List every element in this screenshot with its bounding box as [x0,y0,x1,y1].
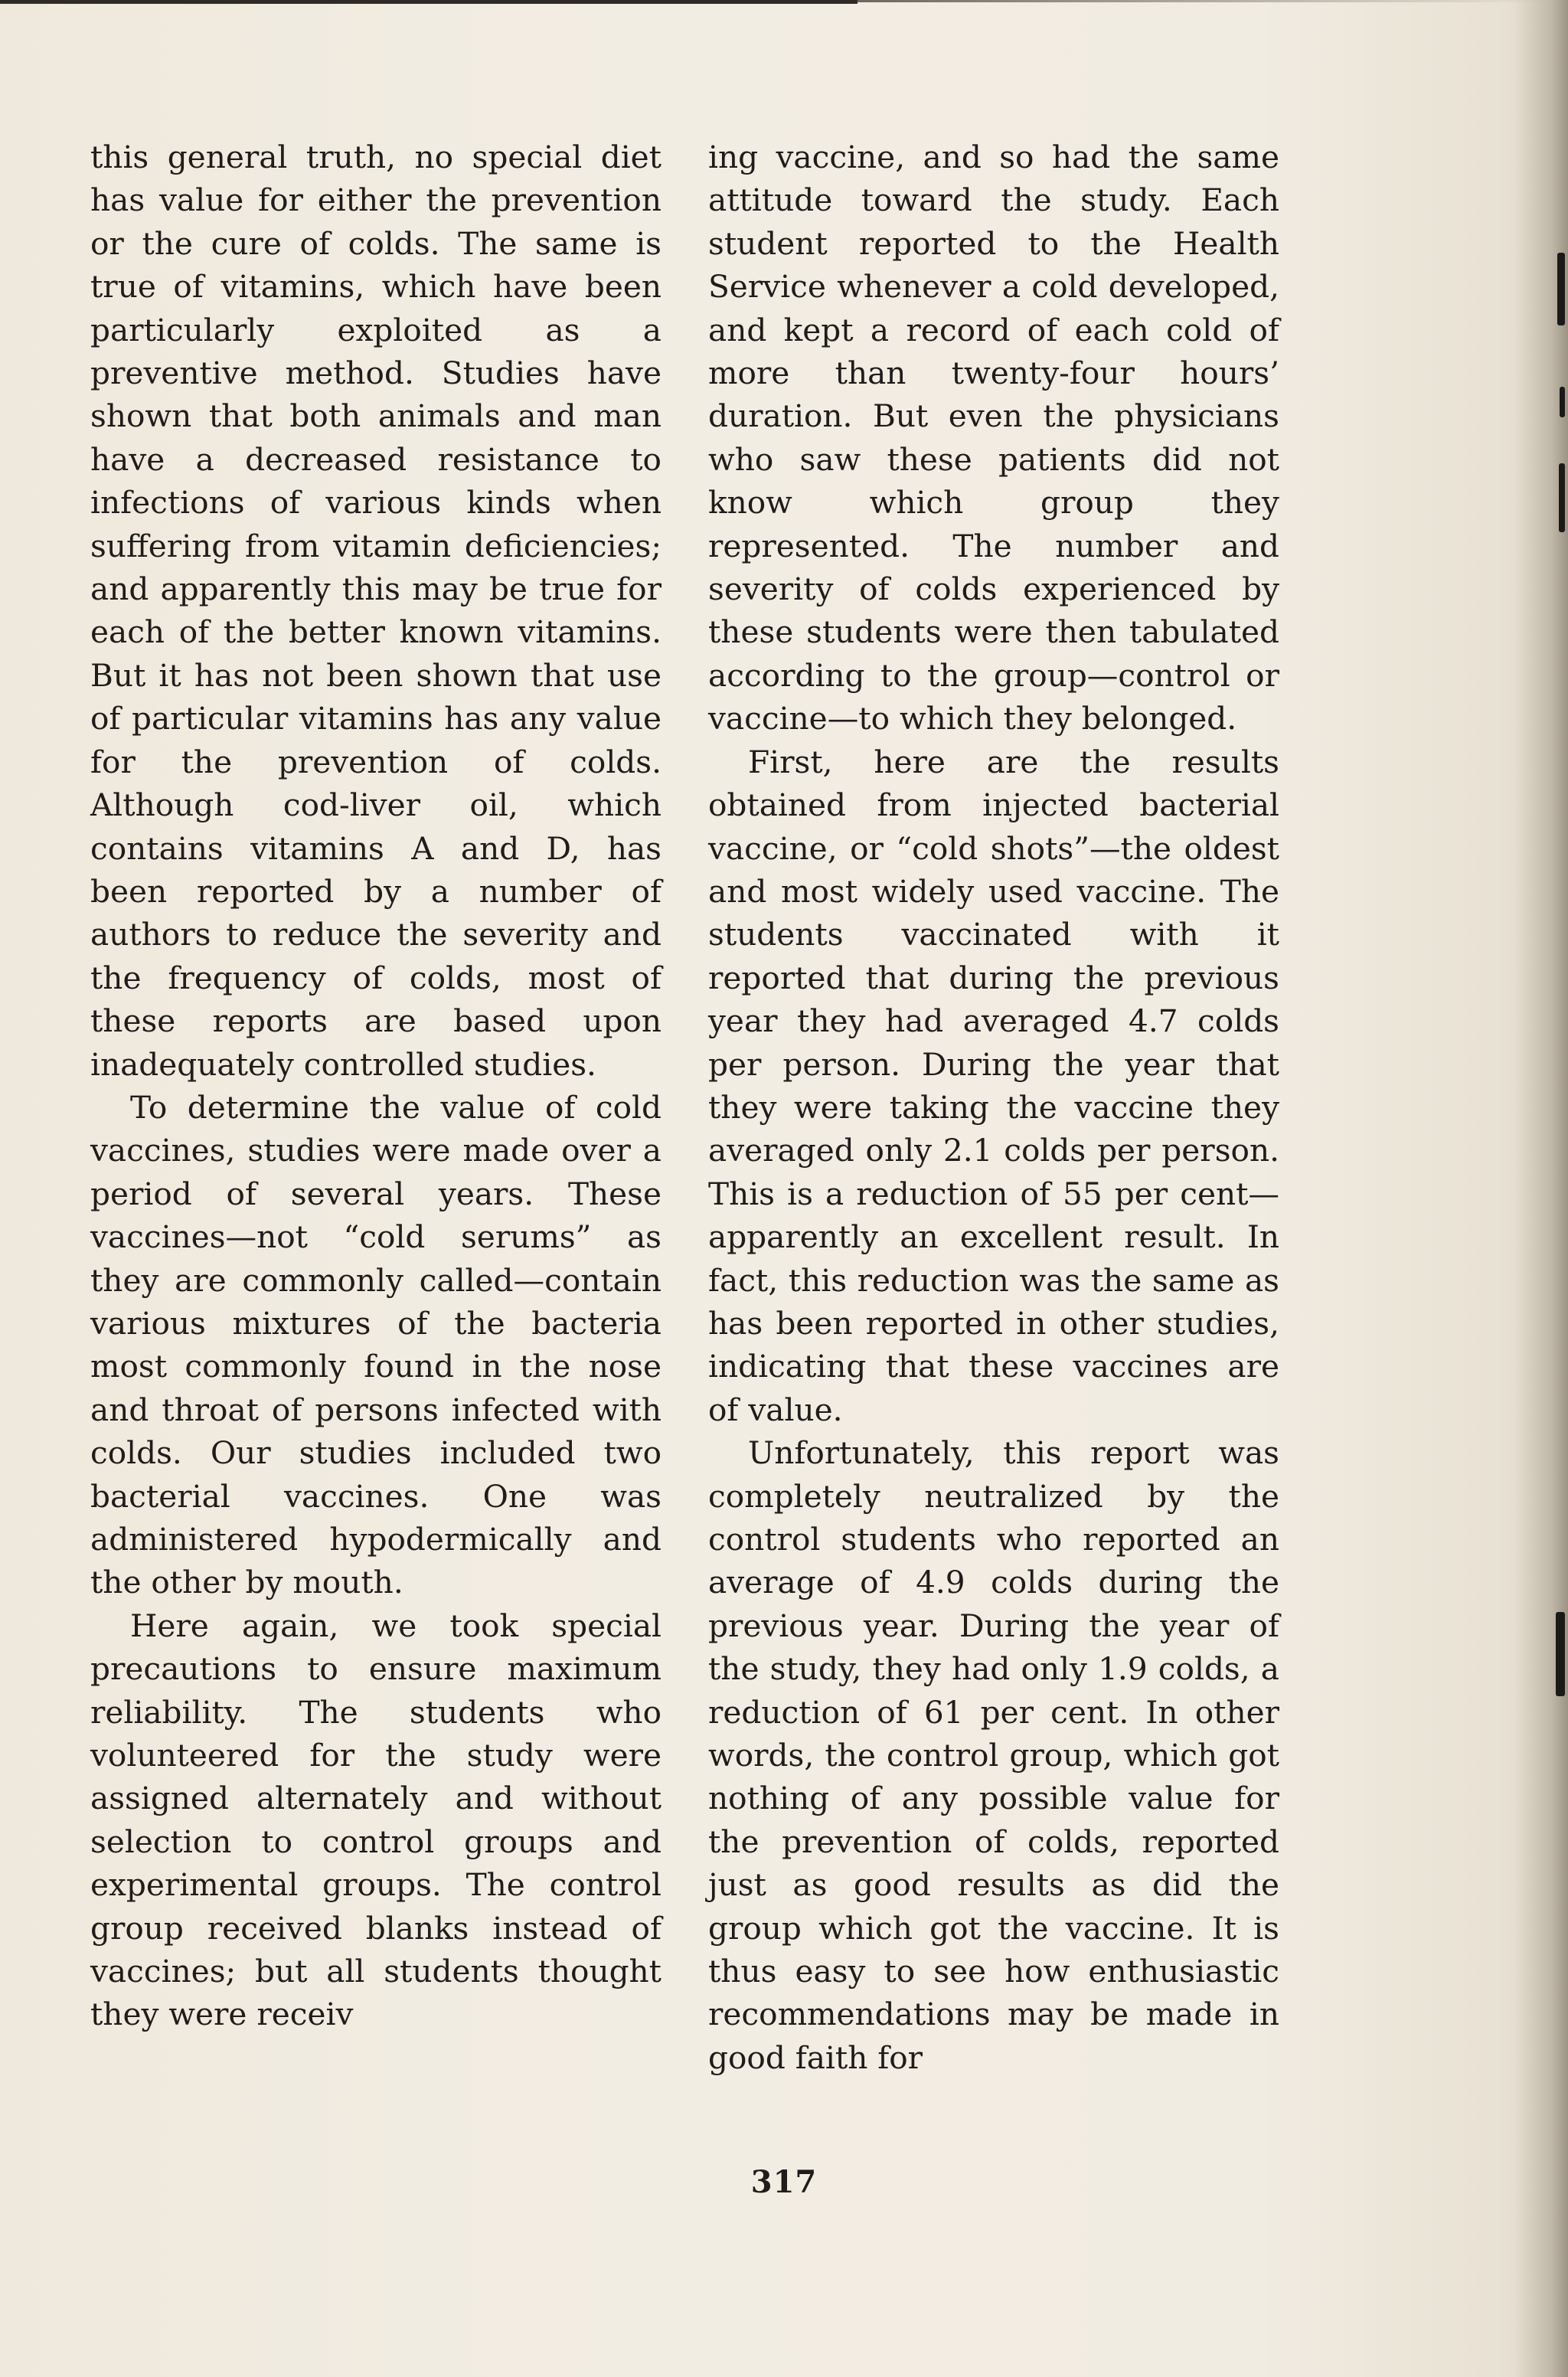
paragraph: Here again, we took special precautions to ensure maximum reliability. The students who volunteered for the study were assigned alternately and without selection to control groups and experimental groups. The control group received blanks instead of vaccines; but all students thought they were receiv [90,1607,662,2033]
text-column-left [90,136,662,2036]
paragraph: this general truth, no special diet has value for either the prevention or the cure of colds. The same is true of vitamins, which have been particularly exploited as a preventive method. Studies have shown that both animals and man have a decreased resistance to infections of various kinds when suffering from vitamin deficiencies; and apparently this may be true for each of the better known vitamins. But it has not been shown that use of particular vitamins has any value for the prevention of colds. Although cod-liver oil, which contains vitamins A and D, has been reported by a number of authors to reduce the severity and the frequency of colds, most of these reports are based upon inadequately controlled studies. [90,139,662,1083]
page-edge-shadow [1514,0,1568,2377]
paragraph: To determine the value of cold vaccines, studies were made over a period of several years. These vaccines—not “cold serums” as they are commonly called—contain various mixtures of the bacteria most commonly found in the nose and throat of persons infected with colds. Our studies included two bacterial vaccines. One was administered hypodermically and the other by mouth. [90,1088,662,1601]
paragraph: ing vaccine, and so had the same attitude toward the study. Each student reported to the Health Service whenever a cold developed, and kept a record of each cold of more than twenty-four hours’ duration. But even the physicians who saw these patients did not know which group they represented. The number and severity of colds experienced by these students were then tabulated according to the group—control or vaccine—to which they belonged. [708,139,1279,737]
edge-mark [1556,1612,1565,1696]
text-column-right [708,136,1279,2079]
edge-mark [1557,253,1565,325]
page-number: 317 [750,2164,818,2200]
edge-mark [1559,463,1565,532]
edge-mark [1560,387,1565,417]
paragraph: Unfortunately, this report was completely neutralized by the control students who reported an average of 4.9 colds during the previous year. During the year of the study, they had only 1.9 colds, a reduction of 61 per cent. In other words, the control group, which got nothing of any possible value for the prevention of colds, reported just as good results as did the group which got the vaccine. It is thus easy to see how enthusiastic recommendations may be made in good faith for [708,1434,1279,2076]
paragraph: First, here are the results obtained from injected bacterial vaccine, or “cold shots”—the oldest and most widely used vaccine. The students vaccinated with it reported that during the previous year they had averaged 4.7 colds per person. During the year that they were taking the vaccine they averaged only 2.1 colds per person. This is a reduction of 55 per cent—apparently an excellent result. In fact, this reduction was the same as has been reported in other studies, indicating that these vaccines are of value. [708,743,1279,1428]
page-top-edge [0,0,858,4]
page-top-edge-fade [858,0,1547,2]
